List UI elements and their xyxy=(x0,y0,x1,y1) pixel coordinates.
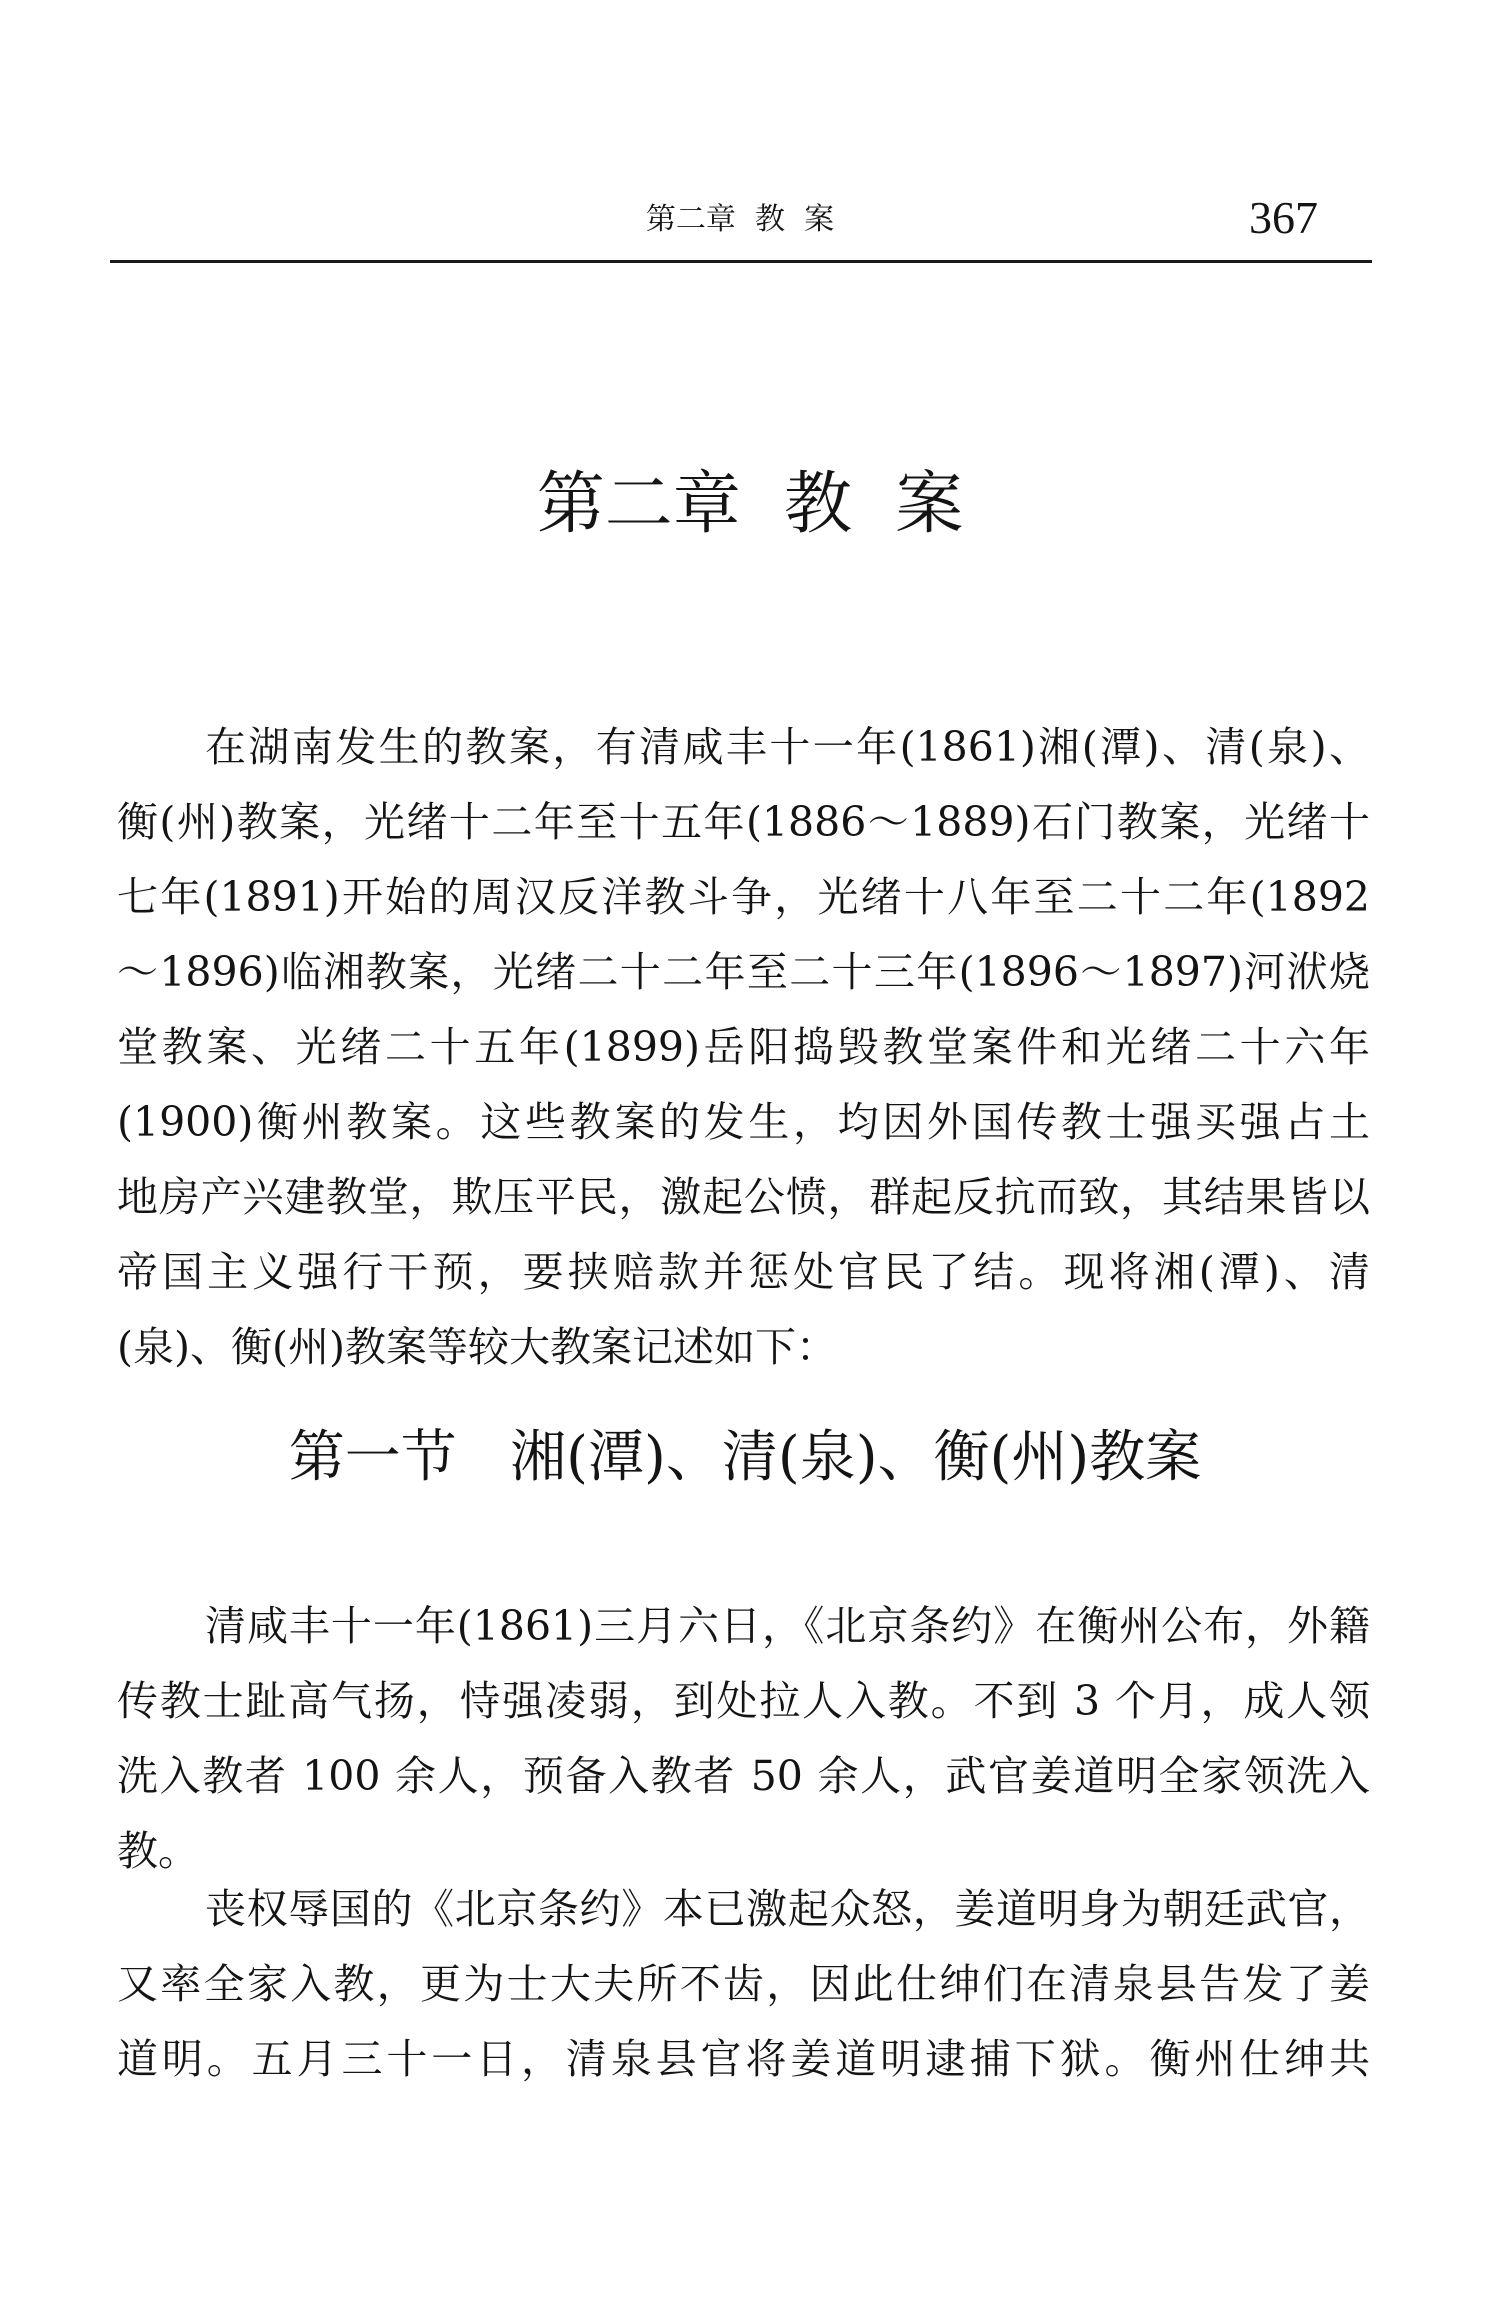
text-line: 清咸丰十一年(1861)三月六日，《北京条约》在衡州公布，外籍 xyxy=(205,1602,1370,1650)
text-line: 传教士趾高气扬，恃强凌弱，到处拉人入教。不到 3 个月，成人领 xyxy=(117,1677,1370,1725)
text-line: 教。 xyxy=(117,1827,199,1875)
text-line: 帝国主义强行干预，要挟赔款并惩处官民了结。现将湘(潭)、清 xyxy=(117,1248,1370,1296)
text-line: 道明。五月三十一日，清泉县官将姜道明逮捕下狱。衡州仕绅共 xyxy=(117,2035,1370,2083)
text-line: (1900)衡州教案。这些教案的发生，均因外国传教士强买强占土 xyxy=(117,1098,1370,1146)
text-line: 洗入教者 100 余人，预备入教者 50 余人，武官姜道明全家领洗入 xyxy=(117,1752,1370,1800)
body-paragraph xyxy=(117,1589,1370,1889)
chapter-title: 第二章 教 案 xyxy=(536,465,964,544)
text-line: ～1896)临湘教案，光绪二十二年至二十三年(1896～1897)河洑烧 xyxy=(117,948,1370,996)
text-line: 衡(州)教案，光绪十二年至十五年(1886～1889)石门教案，光绪十 xyxy=(117,798,1370,846)
text-line: 又率全家入教，更为士大夫所不齿，因此仕绅们在清泉县告发了姜 xyxy=(117,1960,1370,2008)
text-line: 七年(1891)开始的周汉反洋教斗争，光绪十八年至二十二年(1892 xyxy=(117,873,1370,921)
section-title: 第一节 湘(潭)、清(泉)、衡(州)教案 xyxy=(288,1425,1202,1490)
body-paragraph xyxy=(117,1872,1370,2097)
text-line: (泉)、衡(州)教案等较大教案记述如下： xyxy=(117,1323,837,1371)
text-line: 地房产兴建教堂，欺压平民，激起公愤，群起反抗而致，其结果皆以 xyxy=(117,1173,1370,1221)
page-number: 367 xyxy=(1249,192,1318,243)
intro-paragraph xyxy=(117,710,1370,1385)
text-line: 堂教案、光绪二十五年(1899)岳阳捣毁教堂案件和光绪二十六年 xyxy=(117,1023,1370,1071)
text-line: 在湖南发生的教案，有清咸丰十一年(1861)湘(潭)、清(泉)、 xyxy=(205,723,1370,771)
text-line: 丧权辱国的《北京条约》本已激起众怒，姜道明身为朝廷武官， xyxy=(205,1885,1370,1933)
running-header-title: 第二章 教 案 xyxy=(645,202,835,237)
header-rule xyxy=(110,260,1372,263)
